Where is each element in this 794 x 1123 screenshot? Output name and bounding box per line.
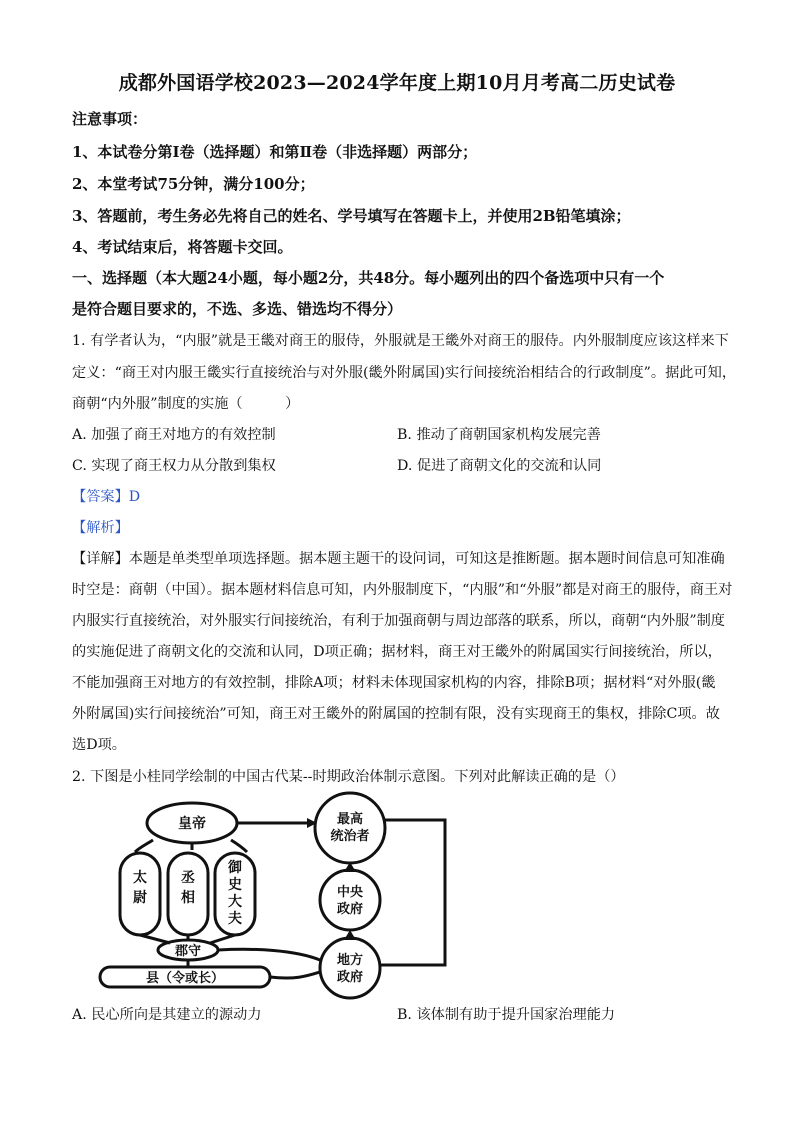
supreme-node (315, 793, 385, 863)
q1-detail: 内服实行直接统治，对外服实行间接统治，有利于加强商朝与周边部落的联系，所以，商朝“内外服”制度 (72, 613, 725, 629)
q2-option-a[interactable]: A. 民心所向是其建立的源动力 (72, 1007, 262, 1023)
notice-item: 2、本堂考试75分钟，满分100分； (72, 175, 315, 193)
q2-stem: 2. 下图是小桂同学绘制的中国古代某--时期政治体制示意图。下列对此解读正确的是（） (72, 769, 625, 785)
notice-item: 1、本试卷分第Ⅰ卷（选择题）和第Ⅱ卷（非选择题）两部分； (72, 143, 478, 161)
q1-detail: 不能加强商王对地方的有效控制，排除A项；材料未体现国家机构的内容，排除B项；据材料“对外服(畿 (72, 675, 716, 691)
q1-stem: 定义：“商王对内服王畿实行直接统治与对外服(畿外附属国)实行间接统治相结合的行政制度”。据此可知， (72, 365, 737, 381)
q1-detail: 时空是：商朝（中国）。据本题材料信息可知，内外服制度下，“内服”和“外服”都是对商王的服侍，商王对 (72, 582, 733, 598)
emperor-label: 皇帝 (178, 816, 206, 832)
q1-option-b[interactable]: B. 推动了商朝国家机构发展完善 (397, 427, 601, 443)
junshou-label: 郡守 (174, 944, 202, 959)
supreme-label: 最高 (336, 812, 364, 827)
q1-stem: 1. 有学者认为，“内服”就是王畿对商王的服侍，外服就是王畿外对商王的服侍。内外服制度应该这样来下 (72, 333, 729, 349)
taiwei-char: 太 (133, 870, 147, 886)
q1-detail: 外附属国)实行间接统治”可知，商王对王畿外的附属国的控制有限，没有实现商王的集权，排除C项。故 (72, 706, 720, 722)
q2-option-b[interactable]: B. 该体制有助于提升国家治理能力 (397, 1007, 616, 1023)
q1-detail: 选D项。 (72, 737, 126, 753)
q1-analysis-label: 【解析】 (72, 520, 129, 536)
central-label: 政府 (336, 902, 364, 917)
q1-option-c[interactable]: C. 实现了商王权力从分散到集权 (72, 458, 276, 474)
yushi-char: 史 (228, 877, 242, 893)
chengxiang-char: 丞 (181, 870, 195, 886)
q1-detail: 的实施促进了商朝文化的交流和认同，D项正确；据材料，商王对王畿外的附属国实行间接统治，所以， (72, 644, 722, 660)
yushi-char: 御 (228, 860, 242, 876)
q1-option-a[interactable]: A. 加强了商王对地方的有效控制 (72, 427, 276, 443)
yushi-char: 夫 (228, 911, 242, 927)
supreme-label: 统治者 (330, 829, 370, 844)
taiwei-char: 尉 (133, 890, 147, 906)
local-label: 政府 (336, 970, 364, 985)
local-node (320, 938, 380, 998)
q1-answer: 【答案】D (72, 489, 141, 505)
section-heading-cont: 是符合题目要求的，不选、多选、错选均不得分） (72, 300, 403, 318)
q1-option-d[interactable]: D. 促进了商朝文化的交流和认同 (397, 458, 602, 474)
county-label: 县（令或长） (145, 971, 225, 986)
central-node (320, 870, 380, 930)
notice-heading: 注意事项： (72, 110, 148, 128)
page-title: 成都外国语学校2023—2024学年度上期10月月考高二历史试卷 (118, 72, 676, 94)
central-label: 中央 (336, 885, 364, 900)
local-label: 地方 (336, 953, 364, 968)
notice-item: 4、考试结束后，将答题卡交回。 (72, 238, 293, 256)
yushi-char: 大 (228, 894, 242, 910)
q1-stem: 商朝“内外服”制度的实施（ ） (72, 396, 300, 412)
chengxiang-char: 相 (181, 890, 195, 906)
section-heading: 一、选择题（本大题24小题，每小题2分，共48分。每小题列出的四个备选项中只有一个 (72, 269, 665, 287)
notice-item: 3、答题前，考生务必先将自己的姓名、学号填写在答题卡上，并使用2B铅笔填涂； (72, 207, 631, 225)
q1-detail: 【详解】本题是单类型单项选择题。据本题主题干的设问词，可知这是推断题。据本题时间信息可知准确 (72, 551, 725, 567)
political-system-diagram (95, 790, 455, 1000)
